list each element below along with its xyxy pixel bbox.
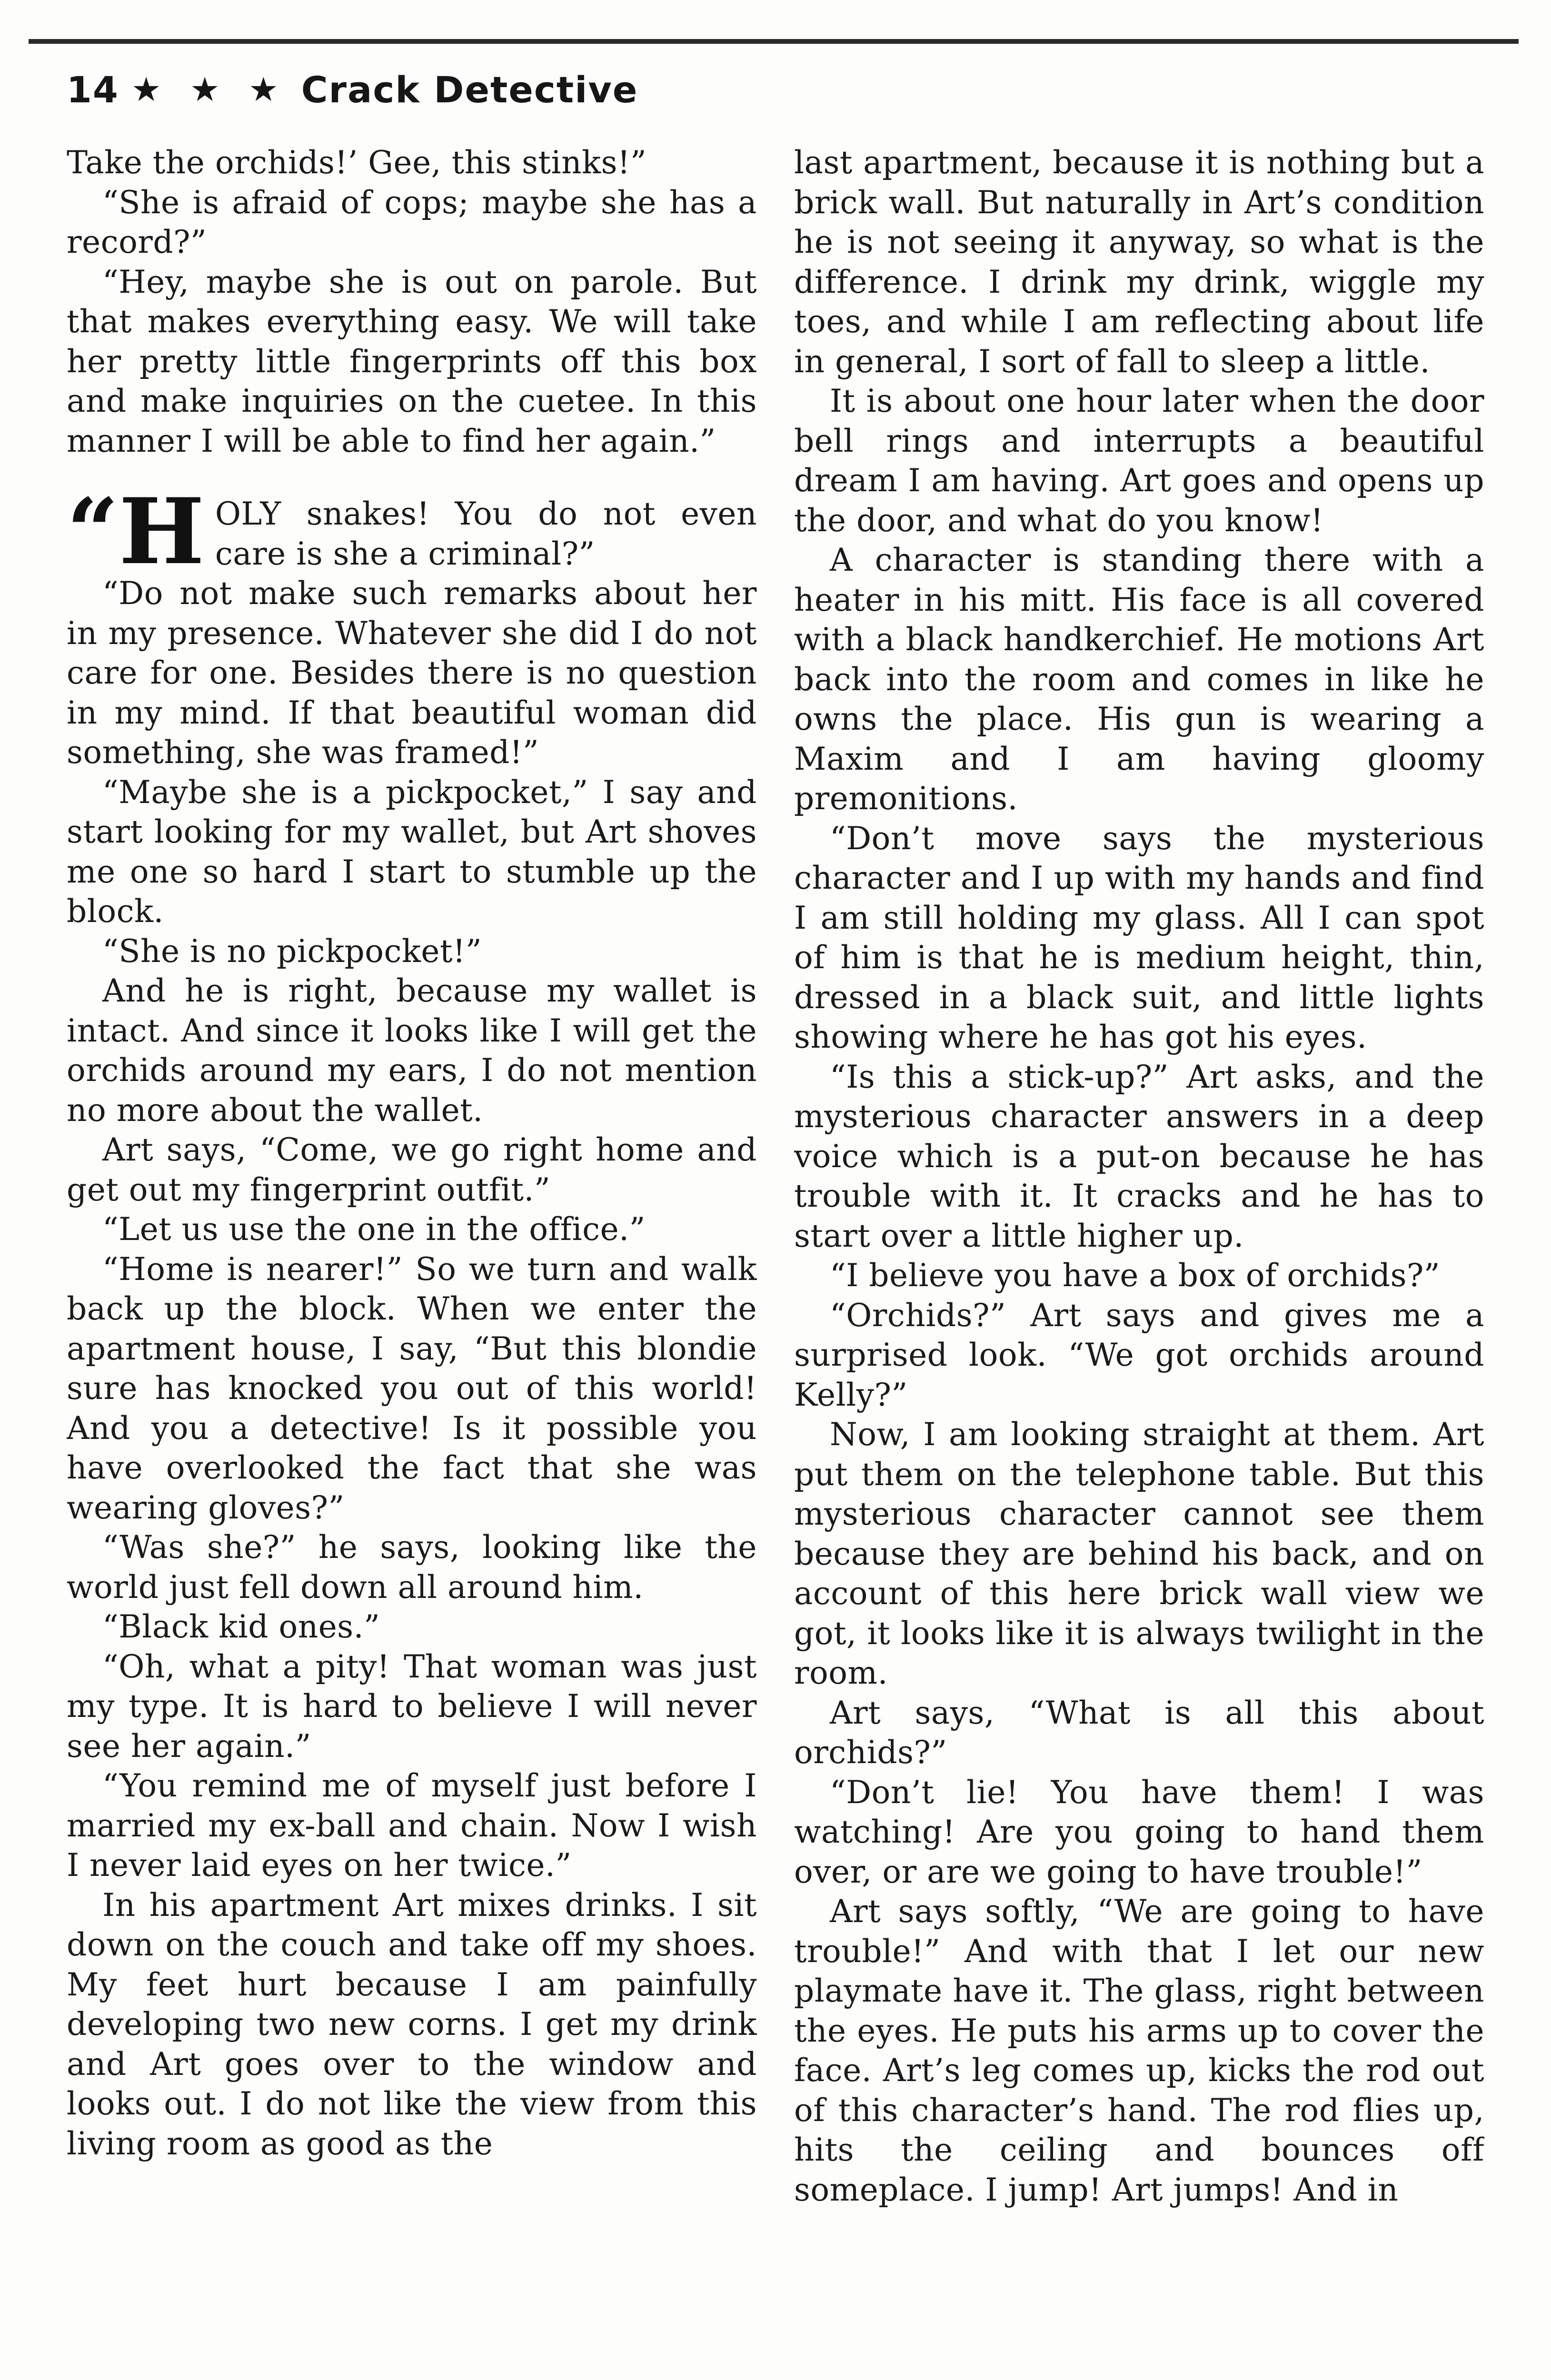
paragraph: Now, I am looking straight at them. Art put them on the telephone table. But this mysterious character cannot see them because they are behind his back, and on account of this here brick wall view we got, it looks like it is always twilight in the room.	[794, 1416, 1484, 1691]
dropcap-continuation: even care is she a criminal?”	[215, 496, 757, 572]
page-number: 14	[67, 68, 119, 111]
paragraph: “Hey, maybe she is out on parole. But that makes everything easy. We will take her pretty little fingerprints off this box and make inquiries on the cuetee. In this manner I will be able to find her again.”	[67, 263, 757, 459]
paragraph: Take the orchids!’ Gee, this stinks!”	[67, 144, 647, 181]
paragraph: “She is no pickpocket!”	[102, 932, 482, 970]
paragraph: “Home is nearer!” So we turn and walk back up the block. When we enter the apartment house, I say, “But this blondie sure has knocked you out of this world! And you a detective! Is it possible you have overlooked the fact that she was wearing gloves?”	[67, 1250, 757, 1526]
paragraph: It is about one hour later when the door bell rings and interrupts a beautiful dream I am having. Art goes and opens up the door, and what do you know!	[794, 383, 1484, 539]
left-text-column	[67, 143, 757, 2380]
magazine-title: Crack Detective	[301, 68, 638, 111]
dropcap-paragraph	[67, 478, 757, 585]
page-header	[67, 61, 638, 118]
paragraph: “Oh, what a pity! That woman was just my type. It is hard to believe I will never see her again.”	[67, 1648, 757, 1765]
star-ornaments: ★ ★ ★	[131, 70, 287, 109]
paragraph: “Orchids?” Art says and gives me a surprised look. “We got orchids around Kelly?”	[794, 1297, 1484, 1413]
paragraph: A character is standing there with a heater in his mitt. His face is all covered with a black handkerchief. He motions Art back into the room and comes in like he owns the place. His gun is wearing a Maxim and I am having gloomy premonitions.	[794, 542, 1484, 817]
paragraph: “Is this a stick-up?” Art asks, and the mysterious character answers in a deep voice which is a put-on because he has trouble with it. It cracks and he has to start over a little higher up.	[794, 1058, 1484, 1254]
paragraph: And he is right, because my wallet is intact. And since it looks like I will get the orchids around my ears, I do not mention no more about the wallet.	[67, 972, 757, 1129]
paragraph: “Don’t move says the mysterious character and I up with my hands and find I am still holding my glass. All I can spot of him is that he is medium height, thin, dressed in a black suit, and little lights showing where he has got his eyes.	[794, 820, 1484, 1055]
paragraph: “You remind me of myself just before I married my ex-ball and chain. Now I wish I never laid eyes on her twice.”	[67, 1767, 757, 1884]
drop-cap-letter: “H	[67, 478, 205, 585]
paragraph: “Do not make such remarks about her in my presence. Whatever she did I do not care for one. Besides there is no question in my mind. If that beautiful woman did something, she was framed!”	[67, 575, 757, 771]
paragraph: “Black kid ones.”	[102, 1608, 380, 1645]
right-text-column	[794, 143, 1484, 2380]
paragraph: “Was she?” he says, looking like the world just fell down all around him.	[67, 1529, 757, 1606]
paragraph: “Maybe she is a pickpocket,” I say and start looking for my wallet, but Art shoves me one so hard I start to stumble up the block.	[67, 774, 757, 930]
dropcap-lead-text: OLY snakes! You do not	[215, 496, 656, 532]
paragraph: In his apartment Art mixes drinks. I sit down on the couch and take off my shoes. My feet hurt because I am painfully developing two new corns. I get my drink and Art goes over to the window and looks out. I do not like the view from this living room as good as the	[67, 1886, 757, 2162]
paragraph: Art says softly, “We are going to have trouble!” And with that I let our new playmate have it. The glass, right between the eyes. He puts his arms up to cover the face. Art’s leg comes up, kicks the rod out of this character’s hand. The rod flies up, hits the ceiling and bounces off someplace. I jump! Art jumps! And in	[794, 1893, 1484, 2208]
paragraph: Art says, “Come, we go right home and get out my fingerprint outfit.”	[67, 1131, 757, 1208]
header-rule	[29, 39, 1519, 44]
paragraph: “Let us use the one in the office.”	[102, 1211, 646, 1248]
paragraph: last apartment, because it is nothing but a brick wall. But naturally in Art’s condition he is not seeing it anyway, so what is the difference. I drink my drink, wiggle my toes, and while I am reflecting about life in general, I sort of fall to sleep a little.	[794, 144, 1484, 380]
paragraph: Art says, “What is all this about orchids?”	[794, 1694, 1484, 1771]
paragraph: “I believe you have a box of orchids?”	[830, 1257, 1441, 1294]
paragraph: “Don’t lie! You have them! I was watching! Are you going to hand them over, or are we going to have trouble!”	[794, 1774, 1484, 1890]
paragraph: “She is afraid of cops; maybe she has a record?”	[67, 184, 757, 260]
